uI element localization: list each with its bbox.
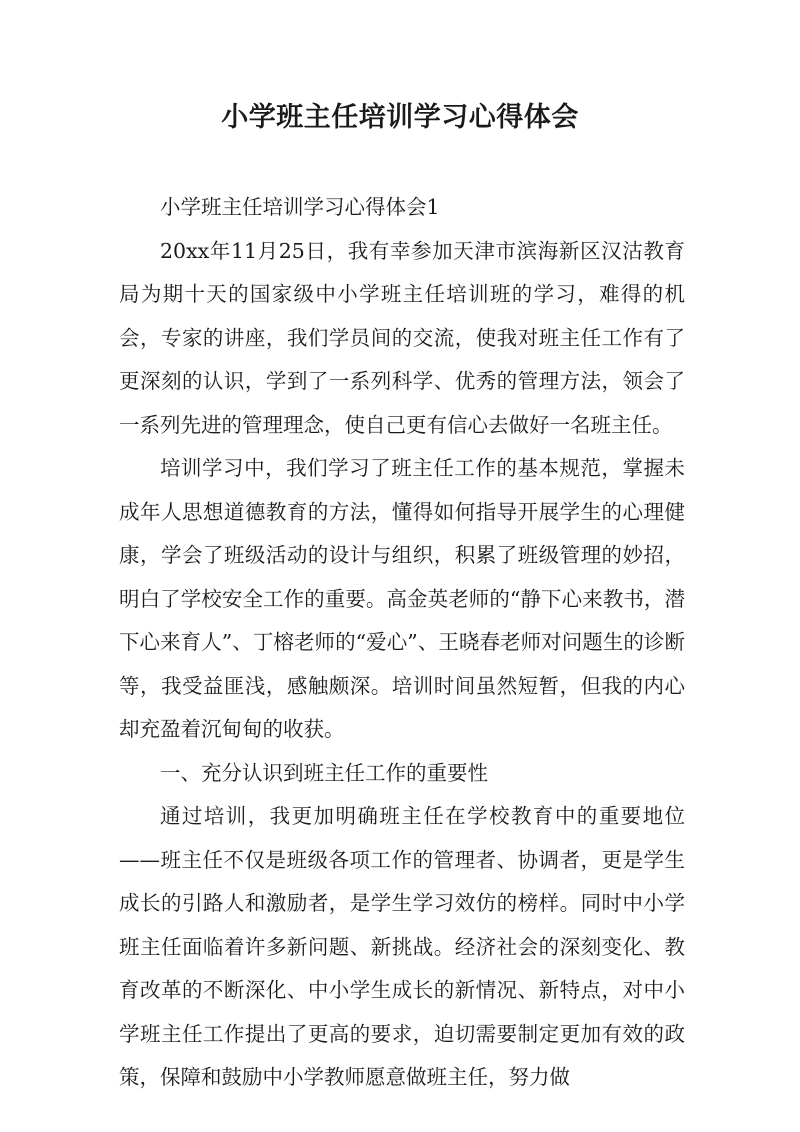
paragraph-importance: 通过培训，我更加明确班主任在学校教育中的重要地位——班主任不仅是班级各项工作的管理者、协调者，更是学生成长的引路人和激励者，是学生学习效仿的榜样。同时中小学班主任面临着许多新问题、新挑战。经济社会的深刻变化、教育改革的不断深化、中小学生成长的新情况、新特点，对中小学班主任工作提出了更高的要求，迫切需要制定更加有效的政策，保障和鼓励中小学教师愿意做班主任，努力做 [119,804,685,1089]
paragraph-training: 培训学习中，我们学习了班主任工作的基本规范，掌握未成年人思想道德教育的方法，懂得如何指导开展学生的心理健康，学会了班级活动的设计与组织，积累了班级管理的妙招，明白了学校安全工作的重要。高金英老师的“静下心来教书，潜下心来育人”、丁榕老师的“爱心”、王晓春老师对问题生的诊断等，我受益匪浅，感触颇深。培训时间虽然短暂，但我的内心却充盈着沉甸甸的收获。 [119,456,685,741]
document-body [119,186,685,1100]
paragraph-intro: 20xx年11月25日，我有幸参加天津市滨海新区汉沽教育局为期十天的国家级中小学班主任培训班的学习，难得的机会，专家的讲座，我们学员间的交流，使我对班主任工作有了更深刻的认识，学到了一系列科学、优秀的管理方法，领会了一系列先进的管理理念，使自己更有信心去做好一名班主任。 [119,238,685,437]
document-title: 小学班主任培训学习心得体会 [221,102,579,133]
section-heading: 一、充分认识到班主任工作的重要性 [160,760,488,785]
subtitle-paragraph: 小学班主任培训学习心得体会1 [160,195,440,219]
